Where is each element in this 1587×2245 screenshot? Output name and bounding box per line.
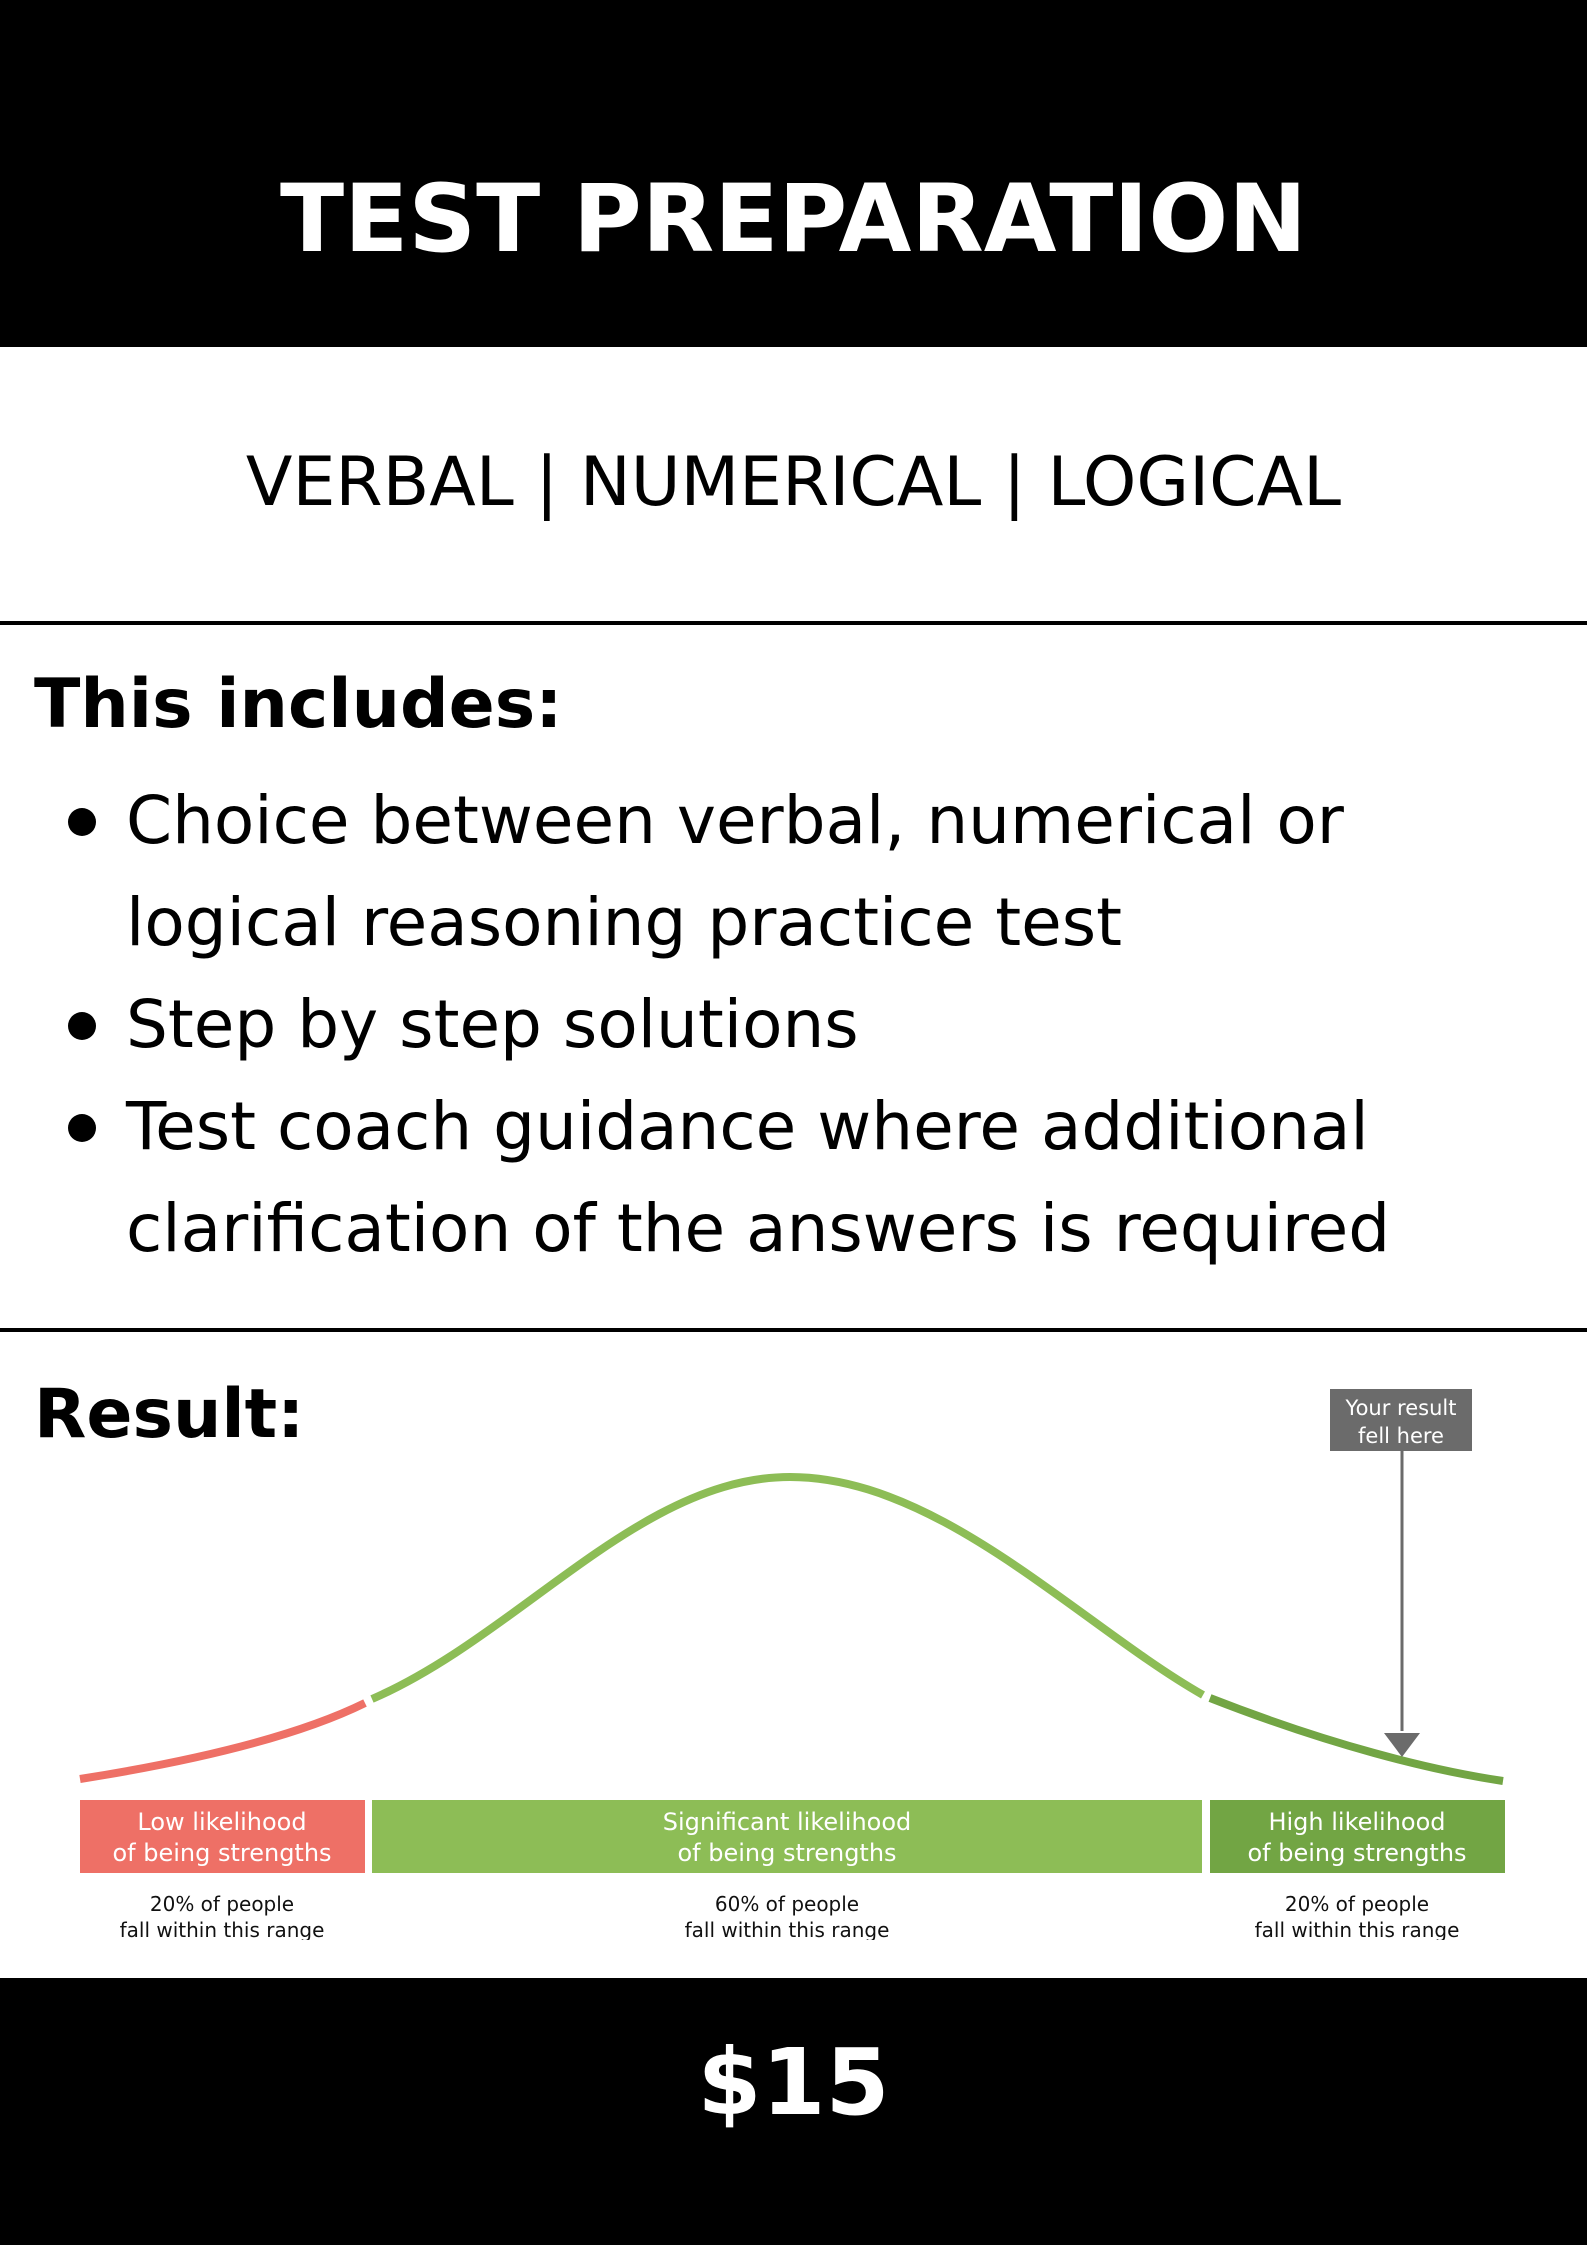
list-item-line: Test coach guidance where additional bbox=[126, 1088, 1369, 1165]
bell-curve-figure bbox=[0, 1385, 1587, 1940]
result-marker-label-line2: fell here bbox=[1358, 1424, 1444, 1448]
result-heading: Result: bbox=[34, 1375, 305, 1454]
band-label: of being strengths bbox=[677, 1839, 897, 1867]
band-share: fall within this range bbox=[119, 1918, 325, 1940]
price-label: $15 bbox=[697, 2029, 890, 2136]
band-label: of being strengths bbox=[112, 1839, 332, 1867]
band-label: High likelihood bbox=[1268, 1808, 1446, 1836]
band-share: fall within this range bbox=[684, 1918, 890, 1940]
curve-high-segment bbox=[1210, 1698, 1503, 1781]
list-item bbox=[0, 770, 1587, 974]
list-item-line: Step by step solutions bbox=[126, 986, 859, 1063]
curve-significant-segment bbox=[372, 1477, 1203, 1699]
bullet-icon bbox=[68, 1114, 96, 1142]
header-band bbox=[0, 0, 1587, 347]
band-share: 20% of people bbox=[149, 1892, 295, 1916]
bullet-icon bbox=[68, 808, 96, 836]
band-label: of being strengths bbox=[1247, 1839, 1467, 1867]
includes-list bbox=[0, 770, 1587, 1280]
bell-curve-graphic bbox=[0, 1385, 1587, 1940]
bullet-icon bbox=[68, 1012, 96, 1040]
list-item-line: Choice between verbal, numerical or bbox=[126, 782, 1344, 859]
curve-low-segment bbox=[80, 1703, 365, 1779]
list-item-line: logical reasoning practice test bbox=[126, 884, 1122, 961]
band-label: Low likelihood bbox=[137, 1808, 307, 1836]
band-share: 60% of people bbox=[714, 1892, 860, 1916]
divider bbox=[0, 621, 1587, 625]
page-title: TEST PREPARATION bbox=[280, 165, 1307, 274]
band-share: 20% of people bbox=[1284, 1892, 1430, 1916]
band-label: Significant likelihood bbox=[662, 1808, 912, 1836]
list-item-line: clarification of the answers is required bbox=[126, 1190, 1391, 1267]
list-item bbox=[0, 1076, 1587, 1280]
result-marker-label-line1: Your result bbox=[1345, 1396, 1457, 1420]
list-item bbox=[0, 974, 1587, 1076]
test-types-subtitle: VERBAL | NUMERICAL | LOGICAL bbox=[245, 443, 1342, 522]
band-share: fall within this range bbox=[1254, 1918, 1460, 1940]
includes-heading: This includes: bbox=[34, 665, 563, 744]
price-band bbox=[0, 1978, 1587, 2245]
divider bbox=[0, 1328, 1587, 1332]
